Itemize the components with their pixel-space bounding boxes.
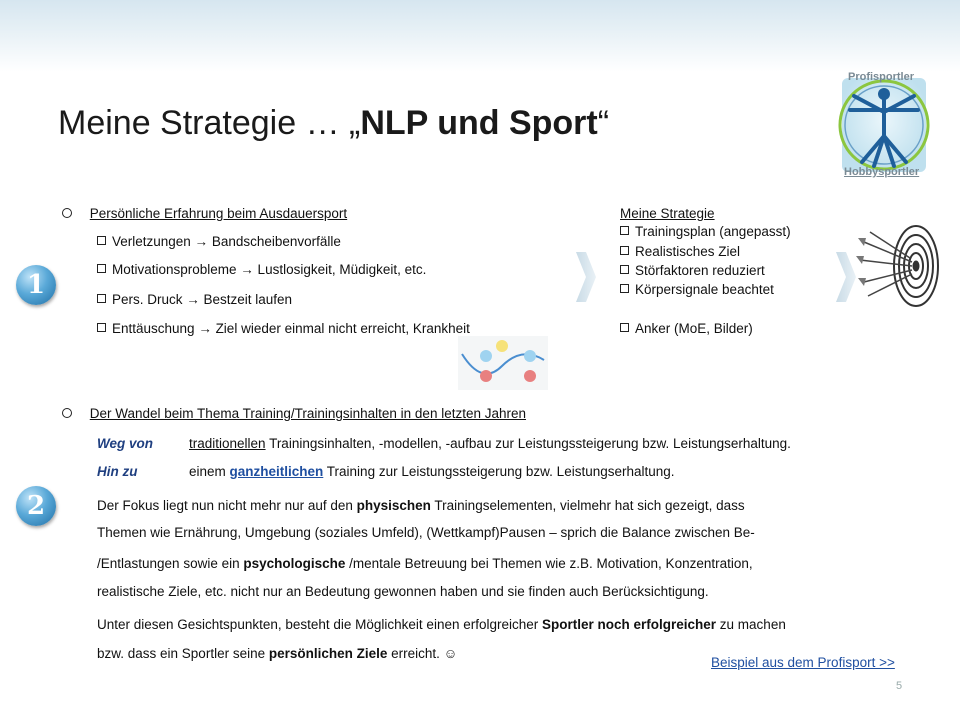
circle-bullet-icon	[62, 208, 72, 218]
weg-von-line	[97, 436, 153, 451]
hin-zu-text: einem ganzheitlichen Training zur Leistungssteigerung bzw. Leistungserhaltung.	[189, 464, 675, 479]
mood-wave-icon	[458, 336, 548, 390]
weg-von-label: Weg von	[97, 436, 154, 451]
strategy-item: Trainingsplan (angepasst)	[620, 224, 791, 239]
section1-item: Motivationsprobleme → Lustlosigkeit, Müdigkeit, etc.	[97, 262, 426, 277]
checkbox-bullet-icon	[620, 246, 629, 255]
strategy-heading: Meine Strategie	[620, 206, 715, 221]
paragraph-line: /Entlastungen sowie ein psychologische /mentale Betreuung bei Themen wie z.B. Motivation, Konzentration,	[97, 556, 753, 571]
chevron-arrow-icon	[574, 250, 598, 304]
section-badge-1: 1	[16, 265, 56, 305]
checkbox-bullet-icon	[620, 323, 629, 332]
section-badge-2: 2	[16, 486, 56, 526]
ganzheitlichen-link[interactable]: ganzheitlichen	[229, 464, 324, 479]
section1-item: Enttäuschung → Ziel wieder einmal nicht erreicht, Krankheit	[97, 321, 470, 336]
hin-zu-line	[97, 464, 138, 479]
checkbox-bullet-icon	[620, 226, 629, 235]
weg-von-text: traditionellen Trainingsinhalten, -modellen, -aufbau zur Leistungssteigerung bzw. Leistungserhaltung.	[189, 436, 791, 451]
hin-zu-label: Hin zu	[97, 464, 138, 479]
strategy-item: Anker (MoE, Bilder)	[620, 321, 753, 336]
paragraph-line: Themen wie Ernährung, Umgebung (soziales Umfeld), (Wettkampf)Pausen – sprich die Balance zwischen Be-	[97, 525, 755, 540]
profisport-example-link[interactable]: Beispiel aus dem Profisport >>	[711, 655, 895, 670]
checkbox-bullet-icon	[97, 323, 106, 332]
header-band	[0, 0, 960, 72]
page-number: 5	[896, 680, 903, 692]
paragraph-line: realistische Ziele, etc. nicht nur an Bedeutung gewonnen haben und sie finden auch Berücksichtigung.	[97, 584, 709, 599]
logo-label-top: Profisportler	[848, 71, 915, 83]
strategy-item: Störfaktoren reduziert	[620, 263, 765, 278]
logo-label-bottom: Hobbysportler	[844, 166, 920, 178]
circle-bullet-icon	[62, 408, 72, 418]
checkbox-bullet-icon	[620, 265, 629, 274]
paragraph-line: bzw. dass ein Sportler seine persönlichen Ziele erreicht. ☺	[97, 646, 458, 661]
paragraph-line: Unter diesen Gesichtspunkten, besteht die Möglichkeit einen erfolgreicher Sportler noch erfolgreicher zu machen	[97, 617, 786, 632]
strategy-item: Realistisches Ziel	[620, 244, 740, 259]
checkbox-bullet-icon	[97, 294, 106, 303]
section2-heading: Der Wandel beim Thema Training/Trainingsinhalten in den letzten Jahren	[62, 406, 526, 421]
vitruvian-man-icon	[834, 70, 934, 180]
section1-item: Verletzungen → Bandscheibenvorfälle	[97, 234, 341, 249]
strategy-item: Körpersignale beachtet	[620, 282, 774, 297]
page-title: Meine Strategie … „NLP und Sport“	[58, 104, 610, 142]
logo	[834, 70, 934, 180]
chevron-arrow-icon	[834, 250, 858, 304]
paragraph-line: Der Fokus liegt nun nicht mehr nur auf den physischen Trainingselementen, vielmehr hat sich gezeigt, dass	[97, 498, 745, 513]
checkbox-bullet-icon	[97, 264, 106, 273]
section1-heading: Persönliche Erfahrung beim Ausdauersport	[62, 206, 347, 221]
section1-item: Pers. Druck → Bestzeit laufen	[97, 292, 292, 307]
target-icon	[856, 212, 946, 318]
checkbox-bullet-icon	[620, 284, 629, 293]
traditionellen-term: traditionellen	[189, 436, 266, 451]
checkbox-bullet-icon	[97, 236, 106, 245]
